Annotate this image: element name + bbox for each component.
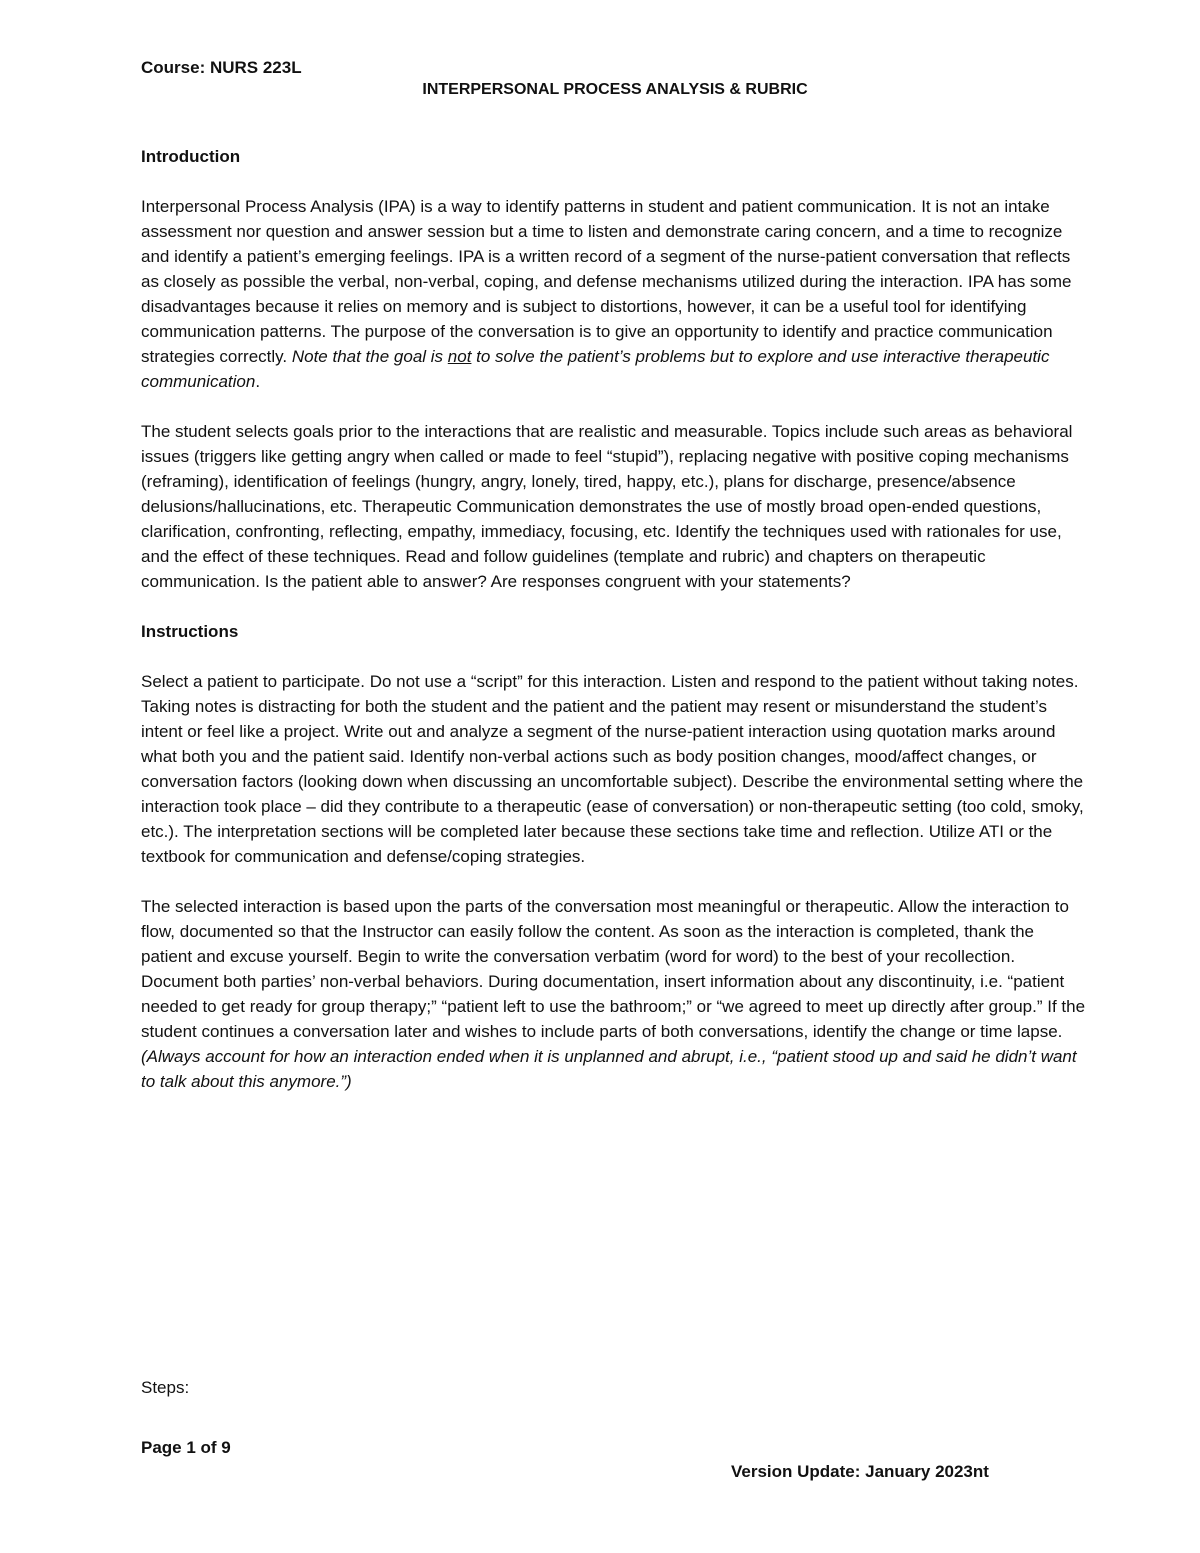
document-body <box>141 144 1086 1119</box>
instructions-paragraph-1: Select a patient to participate. Do not use a “script” for this interaction. Listen and respond to the patient without taking notes. Taking notes is distracting for both the student and the patient and the patient may resent or misunderstand the student’s intent or feel like a project. Write out and analyze a segment of the nurse-patient interaction using quotation marks around what both you and the patient said. Identify non-verbal actions such as body position changes, mood/affect changes, or conversation factors (looking down when discussing an uncomfortable subject). Describe the environmental setting where the interaction took place – did they contribute to a therapeutic (ease of conversation) or non-therapeutic setting (too cold, smoky, etc.). The interpretation sections will be completed later because these sections take time and reflection. Utilize ATI or the textbook for communication and defense/coping strategies. <box>141 672 1084 866</box>
steps-label: Steps: <box>141 1378 190 1397</box>
version-update: Version Update: January 2023nt <box>731 1462 989 1481</box>
instructions-heading: Instructions <box>141 622 239 641</box>
instructions-paragraph-2 <box>141 894 1086 1094</box>
course-label: Course: NURS 223L <box>141 58 302 77</box>
page-number: Page 1 of 9 <box>141 1438 231 1457</box>
introduction-paragraph-1: Interpersonal Process Analysis (IPA) is a way to identify patterns in student and patient communication. It is not an intake assessment nor question and answer session but a time to listen and demonstrate caring concern, and a time to recognize and identify a patient’s emerging feelings. IPA is a written record of a segment of the nurse-patient conversation that reflects as closely as possible the verbal, non-verbal, coping, and defense mechanisms utilized during the interaction. IPA has some disadvantages because it relies on memory and is subject to distortions, however, it can be a useful tool for identifying communication patterns. The purpose of the conversation is to give an opportunity to identify and practice communication strategies correctly. Note that the goal is not to solve the patient’s problems but to explore and use interactive therapeutic communication. <box>141 197 1072 391</box>
introduction-heading: Introduction <box>141 147 241 166</box>
instr-p2-text: The selected interaction is based upon the parts of the conversation most meaningful or therapeutic. Allow the interaction to flow, documented so that the Instructor can easily follow the content. As soon as the interaction is completed, thank the patient and excuse yourself. Begin to write the conversation verbatim (word for word) to the best of your recollection. Document both parties’ non-verbal behaviors. During documentation, insert information about any discontinuity, i.e. “patient needed to get ready for group therapy;” “patient left to use the bathroom;” or “we agreed to meet up directly after group.” If the student continues a conversation later and wishes to include parts of both conversations, identify the change or time lapse. <box>141 897 1086 1041</box>
intro-p1-text: Interpersonal Process Analysis (IPA) is a way to identify patterns in student and patient communication. It is not an intake assessment nor question and answer session but a time to listen and demonstrate caring concern, and a time to recognize and identify a patient’s emerging feelings. IPA is a written record of a segment of the nurse-patient conversation that reflects as closely as possible the verbal, non-verbal, coping, and defense mechanisms utilized during the interaction. IPA has some disadvantages because it relies on memory and is subject to distortions, however, it can be a useful tool for identifying communication patterns. The purpose of the conversation is to give an opportunity to identify and practice communication strategies correctly. <box>141 197 1072 366</box>
intro-p1-note: Note that the goal is not to solve the patient’s problems but to explore and use interactive therapeutic communication <box>141 347 1050 391</box>
document-title: INTERPERSONAL PROCESS ANALYSIS & RUBRIC <box>422 81 808 98</box>
introduction-paragraph-2: The student selects goals prior to the interactions that are realistic and measurable. Topics include such areas as behavioral issues (triggers like getting angry when called or made to feel “stupid”), replacing negative with positive coping mechanisms (reframing), identification of feelings (hungry, angry, lonely, tired, happy, etc.), plans for discharge, presence/absence delusions/hallucinations, etc. Therapeutic Communication demonstrates the use of mostly broad open-ended questions, clarification, confronting, reflecting, empathy, immediacy, focusing, etc. Identify the techniques used with rationales for use, and the effect of these techniques. Read and follow guidelines (template and rubric) and chapters on therapeutic communication. Is the patient able to answer? Are responses congruent with your statements? <box>141 422 1073 591</box>
emphasis-not: not <box>447 347 472 366</box>
instr-p2-note: (Always account for how an interaction ended when it is unplanned and abrupt, i.e., “patient stood up and said he didn’t want to talk about this anymore.”) <box>141 1047 1077 1091</box>
